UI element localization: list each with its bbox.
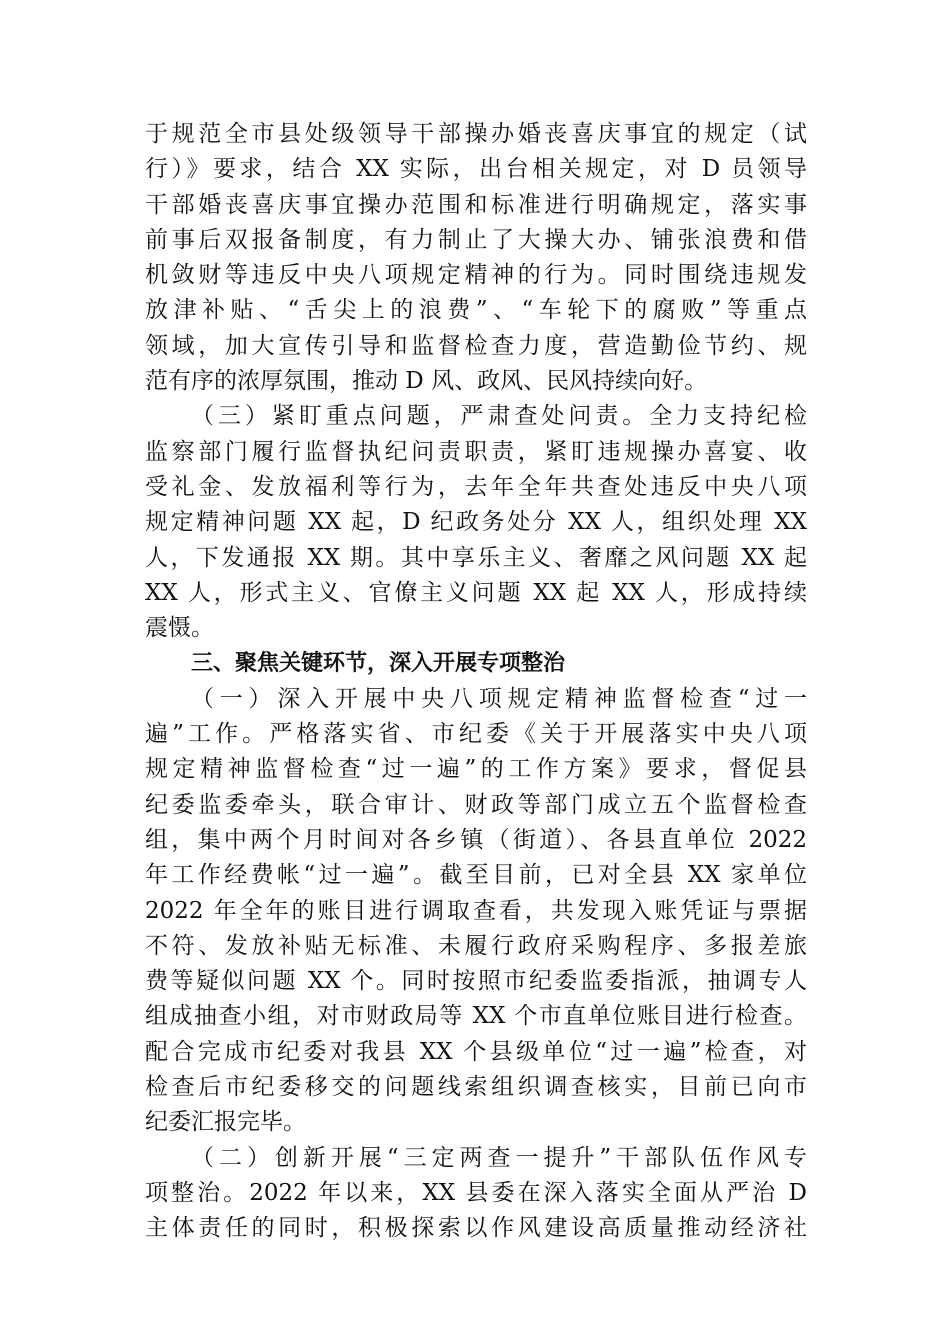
paragraph-line: 放津补贴、“舌尖上的浪费”、“车轮下的腐败”等重点 (145, 297, 807, 324)
paragraph-line: 领域，加大宣传引导和监督检查力度，营造勤俭节约、规 (145, 332, 807, 359)
paragraph-line: 组，集中两个月时间对各乡镇（街道）、各县直单位 2022 (145, 826, 807, 853)
paragraph-line: （二）创新开展“三定两查一提升”干部队伍作风专 (191, 1144, 807, 1171)
paragraph-line: 年工作经费帐“过一遍”。截至目前，已对全县 XX 家单位 (145, 862, 807, 889)
paragraph-line: XX 人，形式主义、官僚主义问题 XX 起 XX 人，形成持续 (145, 579, 807, 606)
section-heading: 三、聚焦关键环节，深入开展专项整治 (191, 651, 566, 677)
paragraph-line: 干部婚丧喜庆事宜操办范围和标准进行明确规定，落实事 (145, 191, 807, 218)
paragraph-line: （三）紧盯重点问题，严肃查处问责。全力支持纪检 (191, 403, 807, 430)
paragraph-line: 规定精神问题 XX 起，D 纪政务处分 XX 人，组织处理 XX (145, 509, 807, 536)
paragraph-line: 遍”工作。严格落实省、市纪委《关于开展落实中央八项 (145, 721, 807, 748)
paragraph-line: 范有序的浓厚氛围，推动 D 风、政风、民风持续向好。 (145, 368, 708, 395)
paragraph-line: 配合完成市纪委对我县 XX 个县级单位“过一遍”检查，对 (145, 1038, 807, 1065)
paragraph-line: 费等疑似问题 XX 个。同时按照市纪委监委指派，抽调专人 (145, 968, 807, 995)
paragraph-line: 项整治。2022 年以来，XX 县委在深入落实全面从严治 D (145, 1179, 807, 1206)
paragraph-line: 检查后市纪委移交的问题线索组织调查核实，目前已向市 (145, 1074, 807, 1101)
paragraph-line: 纪委监委牵头，联合审计、财政等部门成立五个监督检查 (145, 791, 807, 818)
paragraph-line: 不符、发放补贴无标准、未履行政府采购程序、多报差旅 (145, 932, 807, 959)
paragraph-line: 人，下发通报 XX 期。其中享乐主义、奢靡之风问题 XX 起 (145, 544, 807, 571)
paragraph-line: 规定精神监督检查“过一遍”的工作方案》要求，督促县 (145, 756, 807, 783)
paragraph-line: 组成抽查小组，对市财政局等 XX 个市直单位账目进行检查。 (145, 1003, 807, 1030)
paragraph-line: 行）》要求，结合 XX 实际，出台相关规定，对 D 员领导 (145, 156, 807, 183)
paragraph-line: 前事后双报备制度，有力制止了大操大办、铺张浪费和借 (145, 226, 807, 253)
paragraph-line: （一）深入开展中央八项规定精神监督检查“过一 (191, 685, 807, 712)
paragraph-line: 震慑。 (145, 615, 214, 642)
paragraph-line: 纪委汇报完毕。 (145, 1109, 306, 1136)
paragraph-line: 于规范全市县处级领导干部操办婚丧喜庆事宜的规定（试 (145, 121, 807, 147)
paragraph-line: 主体责任的同时，积极探索以作风建设高质量推动经济社 (145, 1215, 807, 1242)
paragraph-line: 受礼金、发放福利等行为，去年全年共查处违反中央八项 (145, 473, 807, 500)
paragraph-line: 监察部门履行监督执纪问责职责，紧盯违规操办喜宴、收 (145, 438, 807, 465)
document-body (145, 117, 807, 1247)
paragraph-line: 机敛财等违反中央八项规定精神的行为。同时围绕违规发 (145, 262, 807, 289)
paragraph-line: 2022 年全年的账目进行调取查看，共发现入账凭证与票据 (145, 897, 807, 924)
